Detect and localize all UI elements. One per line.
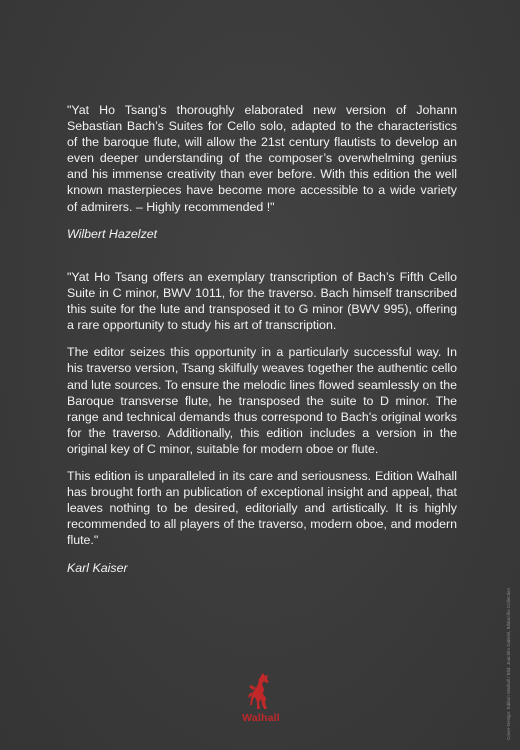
rearing-horse-icon bbox=[247, 672, 275, 712]
quote-author: Wilbert Hazelzet bbox=[67, 226, 158, 241]
publisher-name: Walhall bbox=[242, 712, 280, 724]
review-quote-kaiser bbox=[67, 269, 457, 576]
quote-author: Karl Kaiser bbox=[67, 560, 128, 575]
publisher-logo bbox=[235, 672, 287, 732]
quote-paragraph: This edition is unparalleled in its care and seriousness. Edition Walhall has brought forth an publication of exceptional insight and appeal, that leaves nothing to be desired, editorially and artistically. It is highly recommended to all players of the traverso, modern oboe, and modern flute." bbox=[67, 469, 457, 548]
quote-paragraph: The editor seizes this opportunity in a particularly successful way. In his traverso version, Tsang skilfully weaves together the authentic cello and lute sources. To ensure the melodic lines flowed seamlessly on the Baroque transverse flute, he transposed the suite to D minor. The range and technical demands thus correspond to Bach's original works for the traverso. Additionally, this edition includes a version in the original key of C minor, suitable for modern oboe or flute. bbox=[67, 345, 457, 456]
quote-paragraph: "Yat Ho Tsang’s thoroughly elaborated new version of Johann Sebastian Bach’s Suites for Cello solo, adapted to the characteristics of the baroque flute, will allow the 21st century flautists to develop an even deeper understanding of the composer’s overwhelming genius and his immense creativity than ever before. With this edition the well known masterpieces have become more accessible to a wide variety of admirers. – Highly recommended !" bbox=[67, 103, 457, 214]
cover-credit bbox=[503, 480, 515, 740]
cover-credit-text: Cover-Design: Edition Walhall / Bild: Joachim Gabriel, Bildarchiv Collection bbox=[506, 588, 511, 740]
quote-paragraph: "Yat Ho Tsang offers an exemplary transcription of Bach’s Fifth Cello Suite in C minor, BWV 1011, for the traverso. Bach himself transcribed this suite for the lute and transposed it to G minor (BWV 995), offering a rare opportunity to study his art of transcription. bbox=[67, 270, 457, 333]
review-quote-hazelzet bbox=[67, 102, 457, 242]
